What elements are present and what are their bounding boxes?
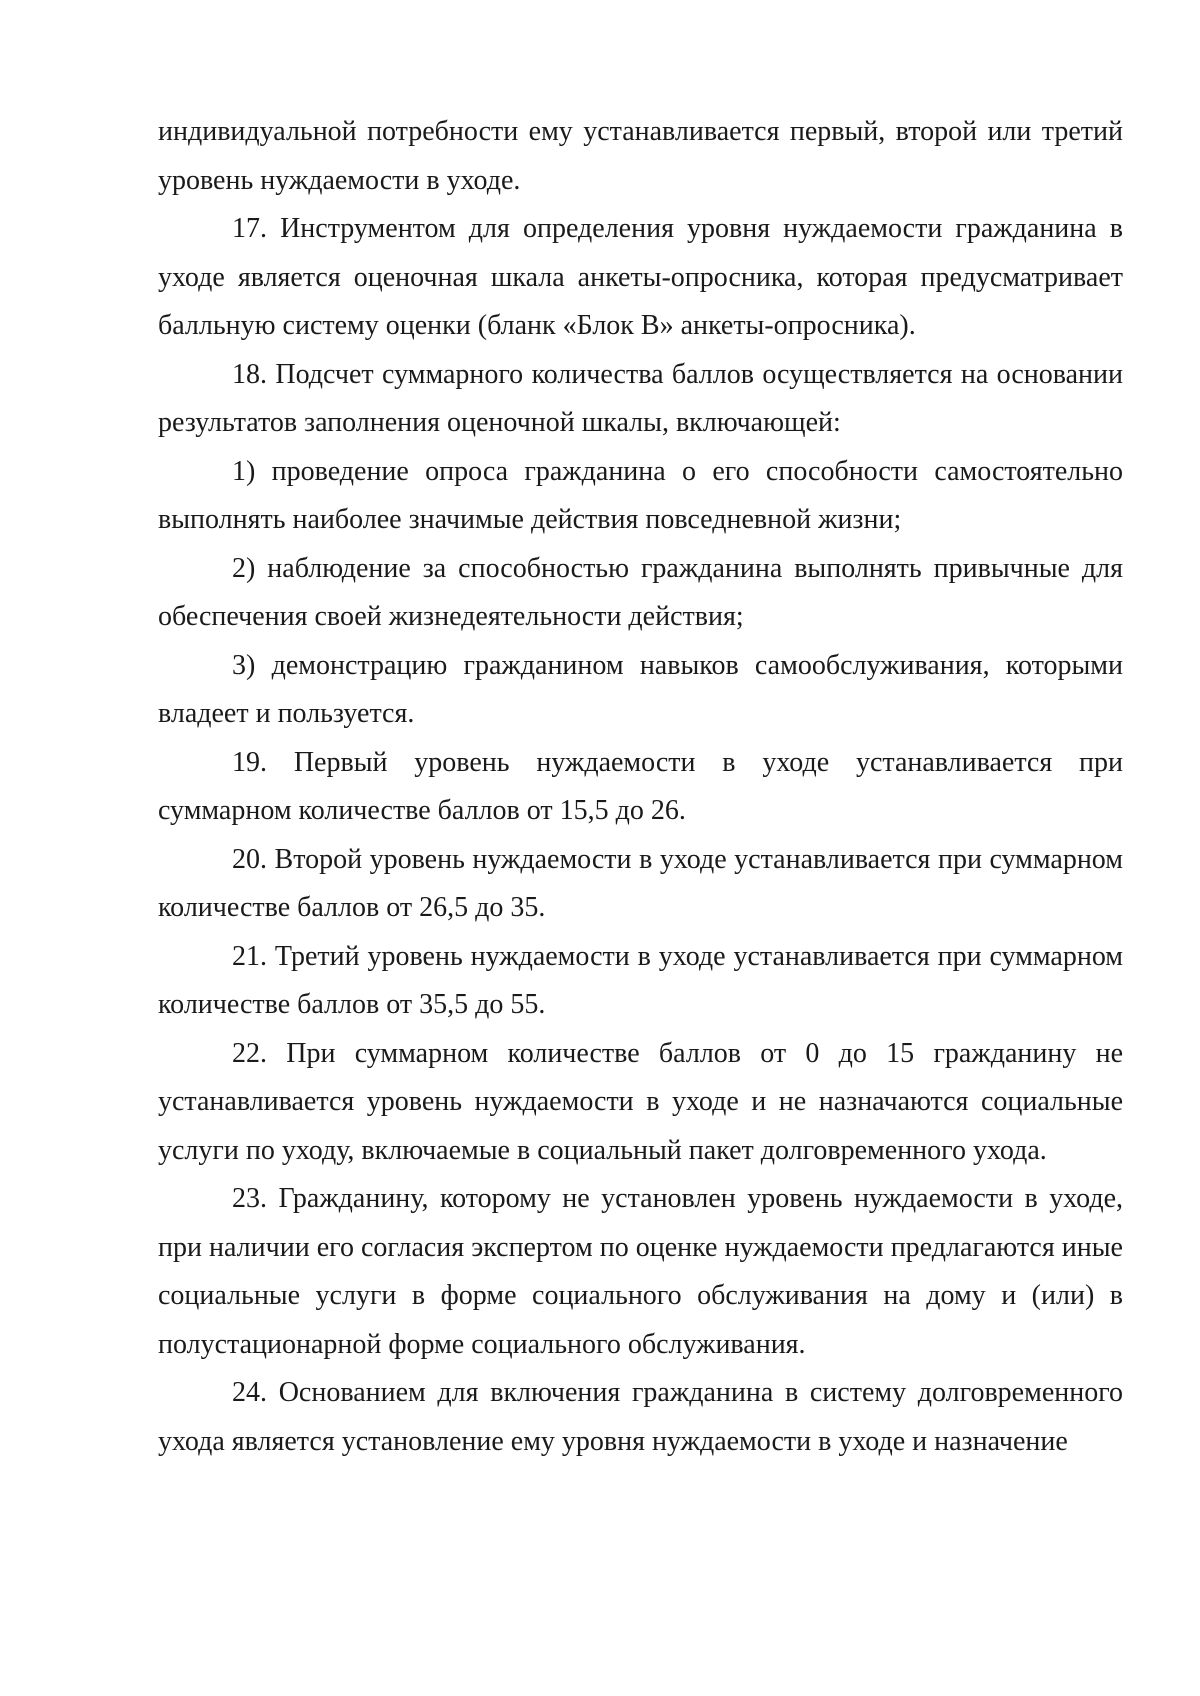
list-item-number: 1) — [232, 455, 256, 487]
paragraph-text: Первый уровень нуждаемости в уходе устанавливается при суммарном количестве баллов от 15,5 до 26. — [158, 746, 1123, 826]
paragraph-23 — [158, 1175, 1123, 1369]
paragraph-20 — [158, 836, 1123, 933]
paragraph-number: 17. — [232, 213, 267, 244]
list-item-2 — [158, 545, 1123, 642]
list-item-number: 2) — [232, 552, 256, 584]
paragraph-text: Подсчет суммарного количества баллов осуществляется на основании результатов заполнения оценочной шкалы, включающей: — [158, 358, 1123, 438]
list-item-text: проведение опроса гражданина о его способности самостоятельно выполнять наиболее значимые действия повседневной жизни; — [158, 455, 1124, 535]
list-item-text: наблюдение за способностью гражданина выполнять привычные для обеспечения своей жизнедеятельности действия; — [158, 552, 1124, 632]
paragraph-19 — [158, 739, 1123, 836]
document-body — [158, 108, 1123, 1466]
paragraph-text: Основанием для включения гражданина в систему долговременного ухода является установление ему уровня нуждаемости в уходе и назначение — [158, 1377, 1123, 1457]
paragraph-18 — [158, 351, 1123, 448]
list-item-number: 3) — [232, 649, 256, 681]
list-item-3 — [158, 642, 1123, 739]
paragraph-17 — [158, 205, 1123, 351]
paragraph-22 — [158, 1030, 1123, 1176]
list-item-text: демонстрацию гражданином навыков самообслуживания, которыми владеет и пользуется. — [158, 649, 1124, 729]
paragraph-text: При суммарном количестве баллов от 0 до 15 гражданину не устанавливается уровень нуждаемости в уходе и не назначаются социальные услуги по уходу, включаемые в социальный пакет долговременного ухода. — [158, 1037, 1124, 1166]
paragraph-24 — [158, 1369, 1123, 1466]
paragraph-number: 20. — [232, 843, 267, 875]
paragraph-21 — [158, 933, 1123, 1030]
paragraph-text: индивидуальной потребности ему устанавливается первый, второй или третий уровень нуждаемости в уходе. — [158, 116, 1123, 196]
paragraph-number: 19. — [232, 746, 267, 778]
paragraph-number: 22. — [232, 1037, 267, 1069]
list-item-1 — [158, 448, 1123, 545]
paragraph-text: Второй уровень нуждаемости в уходе устанавливается при суммарном количестве баллов от 26,5 до 35. — [158, 843, 1123, 923]
paragraph-number: 21. — [232, 940, 267, 972]
paragraph-text: Инструментом для определения уровня нуждаемости гражданина в уходе является оценочная шкала анкеты-опросника, которая предусматривает балльную систему оценки (бланк «Блок В» анкеты-опросника). — [158, 213, 1123, 341]
paragraph-number: 24. — [232, 1377, 267, 1408]
paragraph-text: Гражданину, которому не установлен уровень нуждаемости в уходе, при наличии его согласия экспертом по оценке нуждаемости предлагаются иные социальные услуги в форме социального обслуживания на дому и (или) в полустационарной форме социального обслуживания. — [158, 1183, 1124, 1360]
paragraph-number: 23. — [232, 1183, 267, 1214]
paragraph-number: 18. — [232, 358, 267, 390]
paragraph-text: Третий уровень нуждаемости в уходе устанавливается при суммарном количестве баллов от 35,5 до 55. — [158, 940, 1123, 1020]
paragraph-continuation — [158, 108, 1123, 205]
